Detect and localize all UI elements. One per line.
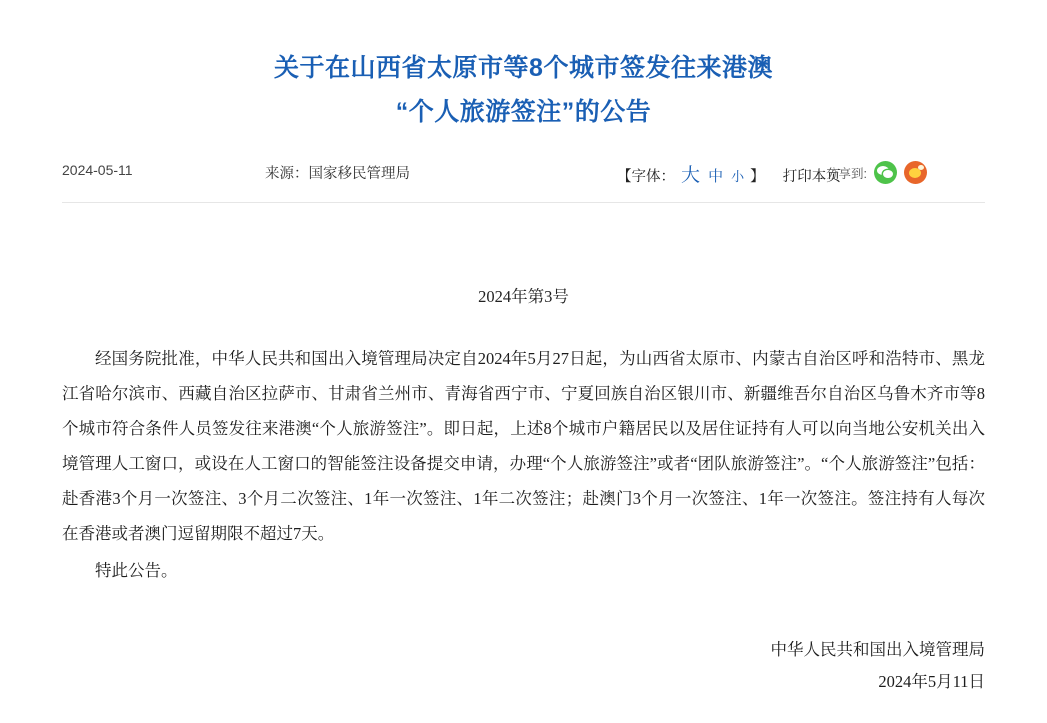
page-title bbox=[0, 0, 1047, 134]
signature-date: 2024年5月11日 bbox=[878, 672, 985, 691]
signature-block bbox=[62, 634, 985, 698]
page-title-line-1: 关于在山西省太原市等8个城市签发往来港澳 bbox=[274, 54, 773, 82]
header-divider bbox=[62, 202, 985, 203]
publish-date: 2024-05-11 bbox=[62, 162, 133, 178]
weibo-share-icon[interactable] bbox=[904, 161, 927, 184]
article-paragraph: 特此公告。 bbox=[95, 561, 178, 580]
document-number: 2024年第3号 bbox=[478, 287, 569, 306]
share-label: 分享到: bbox=[826, 166, 867, 181]
article-paragraph: 经国务院批准，中华人民共和国出入境管理局决定自2024年5月27日起，为山西省太原市、内蒙古自治区呼和浩特市、黑龙江省哈尔滨市、西藏自治区拉萨市、甘肃省兰州市、青海省西宁市、宁夏回族自治区银川市、新疆维吾尔自治区乌鲁木齐市等8个城市符合条件人员签发往来港澳“个人旅游签注”。即日起，上述8个城市户籍居民以及居住证持有人可以向当地公安机关出入境管理人工窗口，或设在人工窗口的智能签注设备提交申请，办理“个人旅游签注”或者“团队旅游签注”。“个人旅游签注”包括：赴香港3个月一次签注、3个月二次签注、1年一次签注、1年二次签注；赴澳门3个月一次签注、1年一次签注。签注持有人每次在香港或者澳门逗留期限不超过7天。 bbox=[62, 349, 986, 543]
font-size-controls bbox=[617, 160, 841, 187]
signature-issuer: 中华人民共和国出入境管理局 bbox=[770, 640, 985, 659]
font-size-label-close: 】 bbox=[750, 169, 765, 185]
font-size-label: 【字体： bbox=[617, 169, 675, 185]
article-body bbox=[62, 341, 985, 588]
print-page-link[interactable]: 打印本页 bbox=[782, 169, 841, 185]
font-size-medium-button[interactable]: 中 bbox=[708, 168, 724, 185]
wechat-share-icon[interactable] bbox=[874, 161, 897, 184]
font-size-small-button[interactable]: 小 bbox=[731, 169, 745, 184]
article-source: 来源：国家移民管理局 bbox=[265, 166, 410, 182]
page-title-line-2: “个人旅游签注”的公告 bbox=[395, 98, 652, 126]
share-bar bbox=[826, 161, 927, 184]
font-size-large-button[interactable]: 大 bbox=[681, 165, 701, 186]
article-meta-bar bbox=[0, 156, 1047, 190]
